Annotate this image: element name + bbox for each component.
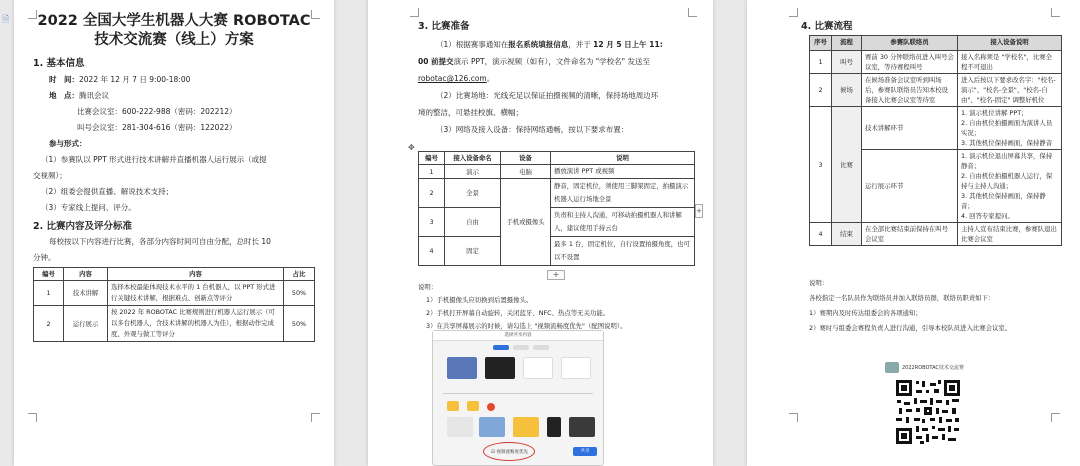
note-item: 1）手机摄像头应切换到后置摄像头。 xyxy=(426,296,533,304)
table-cell: 4 xyxy=(419,237,445,266)
table-cell: 选择本校最能体现技术水平的 1 台机器人，以 PPT 形式进行关键技术讲解，根据难点、创新点等评分 xyxy=(108,281,284,306)
prep-text: （1）根据赛事通知在 xyxy=(436,40,509,49)
share-screen-screenshot xyxy=(432,330,604,466)
email-line xyxy=(418,70,693,87)
form-item-1b: 交视频）； xyxy=(33,171,67,180)
crop-mark xyxy=(1051,8,1060,17)
screenshot-thumb xyxy=(513,417,539,437)
table-cell: 候场 xyxy=(832,74,862,107)
screenshot-thumb xyxy=(569,417,595,437)
place-label: 地 点： xyxy=(49,91,79,100)
table-cell: 1 xyxy=(419,165,445,179)
table-header: 内容 xyxy=(64,268,108,281)
screenshot-divider xyxy=(443,393,593,394)
table-cell: 在候场准备会议室听到叫场后，参赛队联络员告知本校设备接入比赛会议室等待室 xyxy=(862,74,958,107)
crop-mark xyxy=(1051,413,1060,422)
scoring-table xyxy=(33,267,315,342)
table-cell: 在全部比赛结束前保持在叫号会议室 xyxy=(862,223,958,246)
table-cell: 最多 1 台，固定机位，自行设置拍摄角度，也可以不设置 xyxy=(551,237,695,266)
prep-item-1 xyxy=(418,36,693,53)
table-header-row xyxy=(810,36,1062,51)
table-cell: 2 xyxy=(419,179,445,208)
table-cell: 赛前 30 分钟联络员进入叫号会议室，等待赛程叫号 xyxy=(862,51,958,74)
screenshot-thumb xyxy=(447,357,477,379)
prep-bold: 报名系统填报信息 xyxy=(508,40,569,49)
table-cell: 技术讲解环节 xyxy=(862,107,958,150)
crop-mark xyxy=(28,413,37,422)
doc-title-line2: 技术交流赛（线上）方案 xyxy=(94,32,254,48)
table-header: 内容 xyxy=(108,268,284,281)
document-page-3 xyxy=(747,0,1080,466)
section-text: 每校按以下内容进行比赛，各部分内容时间可自由分配，总时长 10 xyxy=(49,237,271,246)
qr-code xyxy=(894,378,962,446)
table-cell: 50% xyxy=(284,281,315,306)
table-cell: 电脑 xyxy=(501,165,551,179)
table-cell: 接入名称须是 "学校名"，比赛全程不可退出 xyxy=(958,51,1062,74)
document-page-1 xyxy=(14,0,334,466)
table-cell: 50% xyxy=(284,306,315,342)
table-cell: 技术讲解 xyxy=(64,281,108,306)
share-button[interactable]: 共享 xyxy=(573,447,597,456)
section-heading: 2. 比赛内容及评分标准 xyxy=(33,221,133,232)
table-row xyxy=(34,281,315,306)
note-item: 3）在共享屏幕展示的时候，请勾选上 "视频流畅度优先"（配图说明）。 xyxy=(426,322,627,330)
table-cell: 4 xyxy=(810,223,832,246)
crop-mark xyxy=(410,8,419,17)
table-cell: 1 xyxy=(810,51,832,74)
form-item-1a: （1）参赛队以 PPT 形式进行技术讲解并直播机器人运行展示（或提 xyxy=(41,155,267,164)
prep-item-2: （2）比赛场地：光线充足以保证拍摄视频的清晰，保持场地周边环 xyxy=(436,91,659,100)
screenshot-thumb xyxy=(479,417,505,437)
table-cell: 2 xyxy=(810,74,832,107)
table-cell: 进入后按以下要求改名字："校名-演示"、"校名-全景"、"校名-自由"、"校名-固定" 调整好机位 xyxy=(958,74,1062,107)
table-row xyxy=(419,165,695,179)
screenshot-folder xyxy=(467,401,479,411)
table-cell: 播放演讲 PPT 或视频 xyxy=(551,165,695,179)
table-row xyxy=(419,208,695,237)
section-heading: 1. 基本信息 xyxy=(33,58,85,69)
note-item: 各校指定一名队员作为联络员并加入联络员群，联络员职责如下： xyxy=(809,294,995,302)
group-avatar xyxy=(885,362,899,373)
table-cell: 演示 xyxy=(445,165,501,179)
table-header: 序号 xyxy=(810,36,832,51)
table-cell: 手机或摄像头 xyxy=(501,179,551,266)
table-header: 说明 xyxy=(551,152,695,165)
table-header: 编号 xyxy=(419,152,445,165)
screenshot-tab xyxy=(493,345,509,350)
table-cell: 运行展示 xyxy=(64,306,108,342)
screenshot-thumb xyxy=(523,357,553,379)
time-label: 时 间： xyxy=(49,75,79,84)
table-cell: 叫号 xyxy=(832,51,862,74)
prep-text: 。 xyxy=(486,74,495,83)
process-table xyxy=(809,35,1062,246)
email-link[interactable]: robotac@126.com xyxy=(418,74,487,83)
table-cell: 比赛 xyxy=(832,107,862,223)
screenshot-tab xyxy=(533,345,549,350)
prep-item-3: （3）网络及接入设备：保持网络通畅，按以下要求布置： xyxy=(436,125,629,134)
table-cell: 3 xyxy=(810,107,832,223)
place-line xyxy=(33,88,316,104)
table-header: 流程 xyxy=(832,36,862,51)
qr-code-graphic xyxy=(894,378,962,446)
screenshot-app-icon xyxy=(487,403,495,411)
table-row xyxy=(419,179,695,208)
table-cell: 静音，固定机位，须使用三脚架固定，拍摄演示机器人运行场地全景 xyxy=(551,179,695,208)
doc-title-line1: 2022 全国大学生机器人大赛 ROBOTAC xyxy=(37,13,311,29)
form-heading: 参与形式： xyxy=(49,139,87,148)
crop-mark xyxy=(789,8,798,17)
document-page-2 xyxy=(368,0,713,466)
fluency-checkbox-label: 视频流畅度优先 xyxy=(496,450,528,455)
table-cell: 2 xyxy=(34,306,64,342)
screenshot-thumb xyxy=(547,417,561,437)
fluency-checkbox[interactable]: ☑ 视频流畅度优先 xyxy=(491,450,528,455)
table-cell: 3 xyxy=(419,208,445,237)
note-item: 1）赛期内及时传达组委会的各项通知； xyxy=(809,309,922,317)
highlight-circle xyxy=(483,442,535,461)
table-header: 参赛队联络员 xyxy=(862,36,958,51)
crop-mark xyxy=(789,413,798,422)
table-header-row xyxy=(419,152,695,165)
table-cell: 负责和主持人沟通，可移动拍摄机器人和讲解人，建议使用手持云台 xyxy=(551,208,695,237)
prep-item-2-cont: 境的整洁，可悬挂校旗、横幅； xyxy=(418,108,523,117)
table-cell: 1. 演示机位退出屏幕共享，保持静音； 2. 自由机位拍摄机器人运行，保持与主持人沟通； 3. 其他机位保持画面，保持静音； 4. 回答专家提问。 xyxy=(958,150,1062,223)
table-cell: 按 2022 年 ROBOTAC 比赛规则进行机器人运行展示（可以多台机器人，含技术讲解的机器人为佳），根据动作完成度、外观与做工等评分 xyxy=(108,306,284,342)
table-header: 占比 xyxy=(284,268,315,281)
form-item-3: （3）专家线上提问、评分。 xyxy=(41,203,136,212)
screenshot-tab xyxy=(513,345,529,350)
section-text: 分钟。 xyxy=(33,253,56,262)
section-heading: 4. 比赛流程 xyxy=(801,21,853,32)
prep-bold: 12 月 5 日上午 11: xyxy=(593,40,663,49)
add-column-button[interactable]: + xyxy=(695,204,703,218)
table-row xyxy=(810,223,1062,246)
table-header: 接入设备命名 xyxy=(445,152,501,165)
add-row-button[interactable]: + xyxy=(547,270,565,280)
prep-text: ，并于 xyxy=(568,40,594,49)
screenshot-thumb xyxy=(447,417,473,437)
notes-heading: 说明： xyxy=(809,279,829,287)
prep-text: 演示 PPT，演示视频（如有），文件命名为 "学校名" 发送至 xyxy=(453,57,650,66)
prep-item-1-cont xyxy=(418,53,693,70)
meeting-room-2: 叫号会议室：281-304-616（密码：122022） xyxy=(77,123,237,132)
table-cell: 自由 xyxy=(445,208,501,237)
table-cell: 运行展示环节 xyxy=(862,150,958,223)
table-cell: 1 xyxy=(34,281,64,306)
device-table xyxy=(418,151,695,266)
table-header: 编号 xyxy=(34,268,64,281)
crop-mark xyxy=(688,8,697,17)
time-line xyxy=(33,72,316,88)
screenshot-thumb xyxy=(485,357,515,379)
document-icon[interactable]: 🗎 xyxy=(2,15,10,25)
table-row xyxy=(419,237,695,266)
screenshot-folder xyxy=(447,401,459,411)
place-value: 腾讯会议 xyxy=(79,91,109,100)
prep-bold: 00 前提交 xyxy=(418,57,454,66)
meeting-room-1: 比赛会议室：600-222-988（密码：202212） xyxy=(77,107,237,116)
note-item: 2）手机打开屏幕自动旋转，关闭蓝牙、NFC、热点等无关功能。 xyxy=(426,309,610,317)
qr-caption: 2022ROBOTAC技术交流赛 xyxy=(902,365,964,371)
table-row xyxy=(810,74,1062,107)
form-item-2: （2）组委会提供直播、解说技术支持； xyxy=(41,187,174,196)
table-row xyxy=(810,51,1062,74)
crop-mark xyxy=(311,413,320,422)
table-cell: 主持人宣布结束比赛，参赛队退出比赛会议室 xyxy=(958,223,1062,246)
note-item: 2）赛时与组委会赛程负责人进行沟通，引导本校队员进入比赛会议室。 xyxy=(809,324,1012,332)
screenshot-thumb xyxy=(561,357,591,379)
table-cell: 全景 xyxy=(445,179,501,208)
table-header: 设备 xyxy=(501,152,551,165)
screenshot-title: 选择共享内容 xyxy=(433,331,603,341)
time-value: 2022 年 12 月 7 日 9:00-18:00 xyxy=(79,75,191,84)
notes-heading: 说明： xyxy=(418,283,438,291)
table-cell: 结束 xyxy=(832,223,862,246)
table-header: 接入设备说明 xyxy=(958,36,1062,51)
section-heading: 3. 比赛准备 xyxy=(418,21,470,32)
table-header-row xyxy=(34,268,315,281)
table-cell: 固定 xyxy=(445,237,501,266)
table-row xyxy=(810,107,1062,150)
table-row xyxy=(34,306,315,342)
table-move-handle[interactable]: ✥ xyxy=(408,143,415,152)
table-cell: 1. 演示机位讲解 PPT； 2. 自由机位拍摄画面为演讲人员实况； 3. 其他机位保持画面，保持静音 xyxy=(958,107,1062,150)
